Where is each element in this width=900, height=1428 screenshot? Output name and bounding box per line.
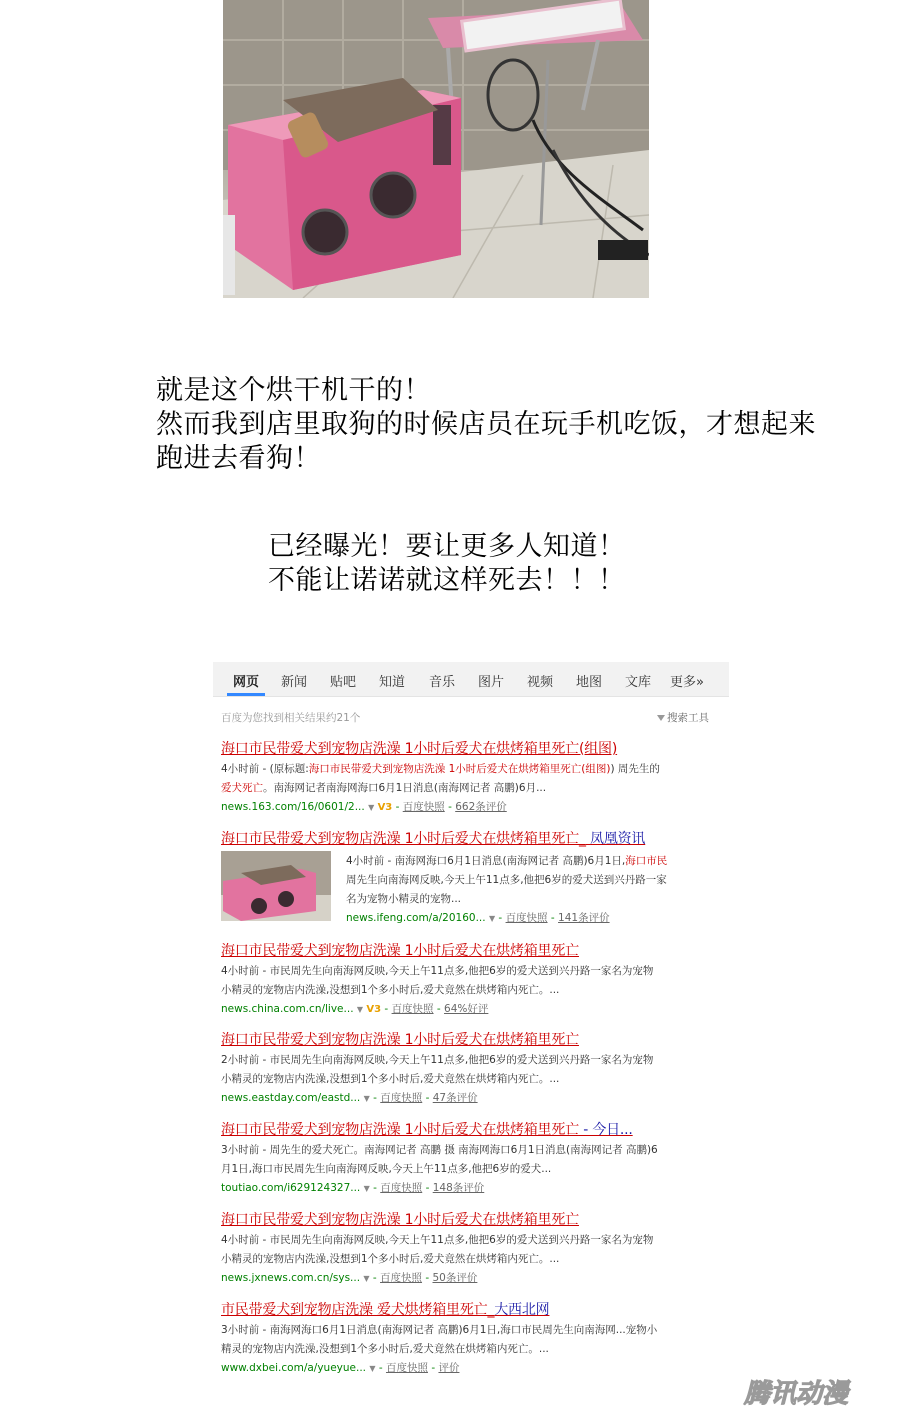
- result-count: 百度为您找到相关结果约21个: [221, 712, 361, 724]
- result-url[interactable]: toutiao.com/i629124327...: [221, 1182, 361, 1194]
- search-tab-bar: [213, 662, 729, 697]
- rating-link[interactable]: 64%好评: [444, 1003, 489, 1015]
- result-url[interactable]: news.eastday.com/eastd...: [221, 1092, 361, 1104]
- tab-video[interactable]: 视频: [527, 675, 554, 690]
- photo-pink-dryer: [223, 0, 649, 298]
- snapshot-link[interactable]: 百度快照: [402, 801, 445, 813]
- result-snippet: 3小时前 - 周先生的爱犬死亡。南海网记者 高鹏 摄 南海网海口6月1日消息(南海网记者 高鹏)6 月1日,海口市民周先生向南海网反映,今天上午11点多,他把6岁的爱犬...: [221, 1144, 658, 1175]
- tab-wenku[interactable]: 文库: [625, 675, 652, 690]
- rating-link[interactable]: 50条评价: [432, 1272, 478, 1284]
- search-result: [221, 1299, 711, 1378]
- snapshot-link[interactable]: 百度快照: [380, 1092, 423, 1104]
- tab-more[interactable]: 更多»: [670, 675, 704, 690]
- result-title-link[interactable]: 海口市民带爱犬到宠物店洗澡 1小时后爱犬在烘烤箱里死亡_ 凤凰资讯: [221, 831, 646, 847]
- snapshot-link[interactable]: 百度快照: [385, 1362, 428, 1374]
- result-url[interactable]: news.jxnews.com.cn/sys...: [221, 1272, 361, 1284]
- snapshot-link[interactable]: 百度快照: [391, 1003, 434, 1015]
- result-title-link[interactable]: 海口市民带爱犬到宠物店洗澡 1小时后爱犬在烘烤箱里死亡(组图): [221, 741, 618, 757]
- caption-line: 就是这个烘干机干的！: [156, 375, 431, 406]
- snapshot-link[interactable]: 百度快照: [380, 1272, 423, 1284]
- dropdown-arrow-icon[interactable]: ▼: [363, 1184, 370, 1193]
- dropdown-arrow-icon[interactable]: ▼: [363, 1094, 370, 1103]
- v3-badge: V3: [366, 1004, 382, 1015]
- caption-line: 已经曝光！要让更多人知道！: [268, 531, 626, 562]
- filter-icon: [657, 715, 665, 721]
- v3-badge: V3: [377, 802, 393, 813]
- tab-music[interactable]: 音乐: [429, 675, 456, 690]
- rating-link[interactable]: 148条评价: [432, 1182, 485, 1194]
- result-snippet: 2小时前 - 市民周先生向南海网反映,今天上午11点多,他把6岁的爱犬送到兴丹路一家名为宠物 小精灵的宠物店内洗澡,没想到1个多小时后,爱犬竟然在烘烤箱内死亡。...: [221, 1054, 654, 1085]
- search-result: [221, 738, 711, 817]
- search-tools-label: 搜索工具: [667, 712, 709, 724]
- result-snippet: 4小时前 - (原标题:海口市民带爱犬到宠物店洗澡 1小时后爱犬在烘烤箱里死亡(组图)) 周先生的 爱犬死亡。南海网记者南海网海口6月1日消息(南海网记者 高鹏)6月...: [221, 763, 660, 794]
- svg-text:腾讯动漫: 腾讯动漫: [744, 1379, 849, 1408]
- active-tab-indicator: [227, 693, 265, 696]
- tencent-comic-watermark-logo: [742, 1376, 890, 1408]
- caption-line: 然而我到店里取狗的时候店员在玩手机吃饭，才想起来: [156, 409, 816, 440]
- result-snippet: 4小时前 - 南海网海口6月1日消息(南海网记者 高鹏)6月1日,海口市民 周先生向南海网反映,今天上午11点多,他把6岁的爱犬送到兴丹路一家 名为宠物小精灵的宠物... news.ifeng.com/a/20160... ▼ - 百度快照 - 141条评价: [346, 852, 716, 928]
- result-thumbnail[interactable]: [221, 851, 331, 921]
- rating-link[interactable]: 评价: [438, 1362, 460, 1374]
- dropdown-arrow-icon[interactable]: ▼: [363, 1274, 370, 1283]
- result-url[interactable]: news.china.com.cn/live...: [221, 1003, 354, 1015]
- dropdown-arrow-icon[interactable]: ▼: [369, 1364, 376, 1373]
- tab-map[interactable]: 地图: [576, 675, 603, 690]
- tab-news[interactable]: 新闻: [281, 675, 308, 690]
- result-url-line: toutiao.com/i629124327... ▼ - 百度快照 - 148条评价: [221, 1182, 485, 1194]
- result-title-link[interactable]: 海口市民带爱犬到宠物店洗澡 1小时后爱犬在烘烤箱里死亡 - 今日...: [221, 1122, 633, 1138]
- tab-zhidao[interactable]: 知道: [379, 675, 406, 690]
- tab-images[interactable]: 图片: [478, 675, 505, 690]
- rating-link[interactable]: 47条评价: [432, 1092, 478, 1104]
- result-url[interactable]: news.163.com/16/0601/2...: [221, 801, 365, 813]
- caption-block-2: [268, 530, 626, 598]
- result-title-link[interactable]: 海口市民带爱犬到宠物店洗澡 1小时后爱犬在烘烤箱里死亡: [221, 1032, 579, 1048]
- search-tools-button[interactable]: [657, 710, 709, 725]
- result-url-line: news.jxnews.com.cn/sys... ▼ - 百度快照 - 50条评价: [221, 1272, 478, 1284]
- tab-tieba[interactable]: 贴吧: [330, 675, 357, 690]
- dropdown-arrow-icon[interactable]: ▼: [368, 803, 375, 812]
- result-title-link[interactable]: 海口市民带爱犬到宠物店洗澡 1小时后爱犬在烘烤箱里死亡: [221, 943, 579, 959]
- snapshot-link[interactable]: 百度快照: [505, 912, 548, 924]
- dropdown-arrow-icon[interactable]: ▼: [488, 914, 496, 923]
- result-title-link[interactable]: 市民带爱犬到宠物店洗澡 爱犬烘烤箱里死亡_大西北网: [221, 1302, 550, 1318]
- search-results-screenshot: [213, 662, 729, 1382]
- rating-link[interactable]: 662条评价: [455, 801, 507, 813]
- caption-block-1: [156, 374, 816, 476]
- caption-line: 跑进去看狗！: [156, 443, 321, 474]
- search-result: [221, 1119, 711, 1198]
- tab-web[interactable]: 网页: [233, 675, 260, 690]
- result-url-line: news.163.com/16/0601/2... ▼ V3 - 百度快照 - 662条评价: [221, 801, 507, 813]
- result-url-line: news.china.com.cn/live... ▼ V3 - 百度快照 - 64%好评: [221, 1003, 489, 1015]
- search-result: [221, 940, 711, 1019]
- search-result: [221, 1029, 711, 1108]
- result-snippet: 4小时前 - 市民周先生向南海网反映,今天上午11点多,他把6岁的爱犬送到兴丹路一家名为宠物 小精灵的宠物店内洗澡,没想到1个多小时后,爱犬竟然在烘烤箱内死亡。...: [221, 1234, 654, 1265]
- result-url-line: news.eastday.com/eastd... ▼ - 百度快照 - 47条评价: [221, 1092, 478, 1104]
- search-result: [221, 828, 711, 928]
- snapshot-link[interactable]: 百度快照: [380, 1182, 423, 1194]
- rating-link[interactable]: 141条评价: [558, 912, 610, 924]
- result-url[interactable]: www.dxbei.com/a/yueyue...: [221, 1362, 367, 1374]
- result-url-line: www.dxbei.com/a/yueyue... ▼ - 百度快照 - 评价: [221, 1362, 460, 1374]
- dropdown-arrow-icon[interactable]: ▼: [356, 1005, 364, 1014]
- search-result: [221, 1209, 711, 1288]
- result-snippet: 3小时前 - 南海网海口6月1日消息(南海网记者 高鹏)6月1日,海口市民周先生向南海网...宠物小 精灵的宠物店内洗澡,没想到1个多小时后,爱犬竟然在烘烤箱内死亡。...: [221, 1324, 658, 1355]
- result-url[interactable]: news.ifeng.com/a/20160...: [346, 912, 486, 924]
- result-snippet: 4小时前 - 市民周先生向南海网反映,今天上午11点多,他把6岁的爱犬送到兴丹路一家名为宠物 小精灵的宠物店内洗澡,没想到1个多小时后,爱犬竟然在烘烤箱内死亡。...: [221, 965, 654, 996]
- result-url-line: news.ifeng.com/a/20160... ▼ - 百度快照 - 141条评价: [346, 912, 610, 924]
- caption-line: 不能让诺诺就这样死去！！！: [268, 565, 626, 596]
- result-title-link[interactable]: 海口市民带爱犬到宠物店洗澡 1小时后爱犬在烘烤箱里死亡: [221, 1212, 579, 1228]
